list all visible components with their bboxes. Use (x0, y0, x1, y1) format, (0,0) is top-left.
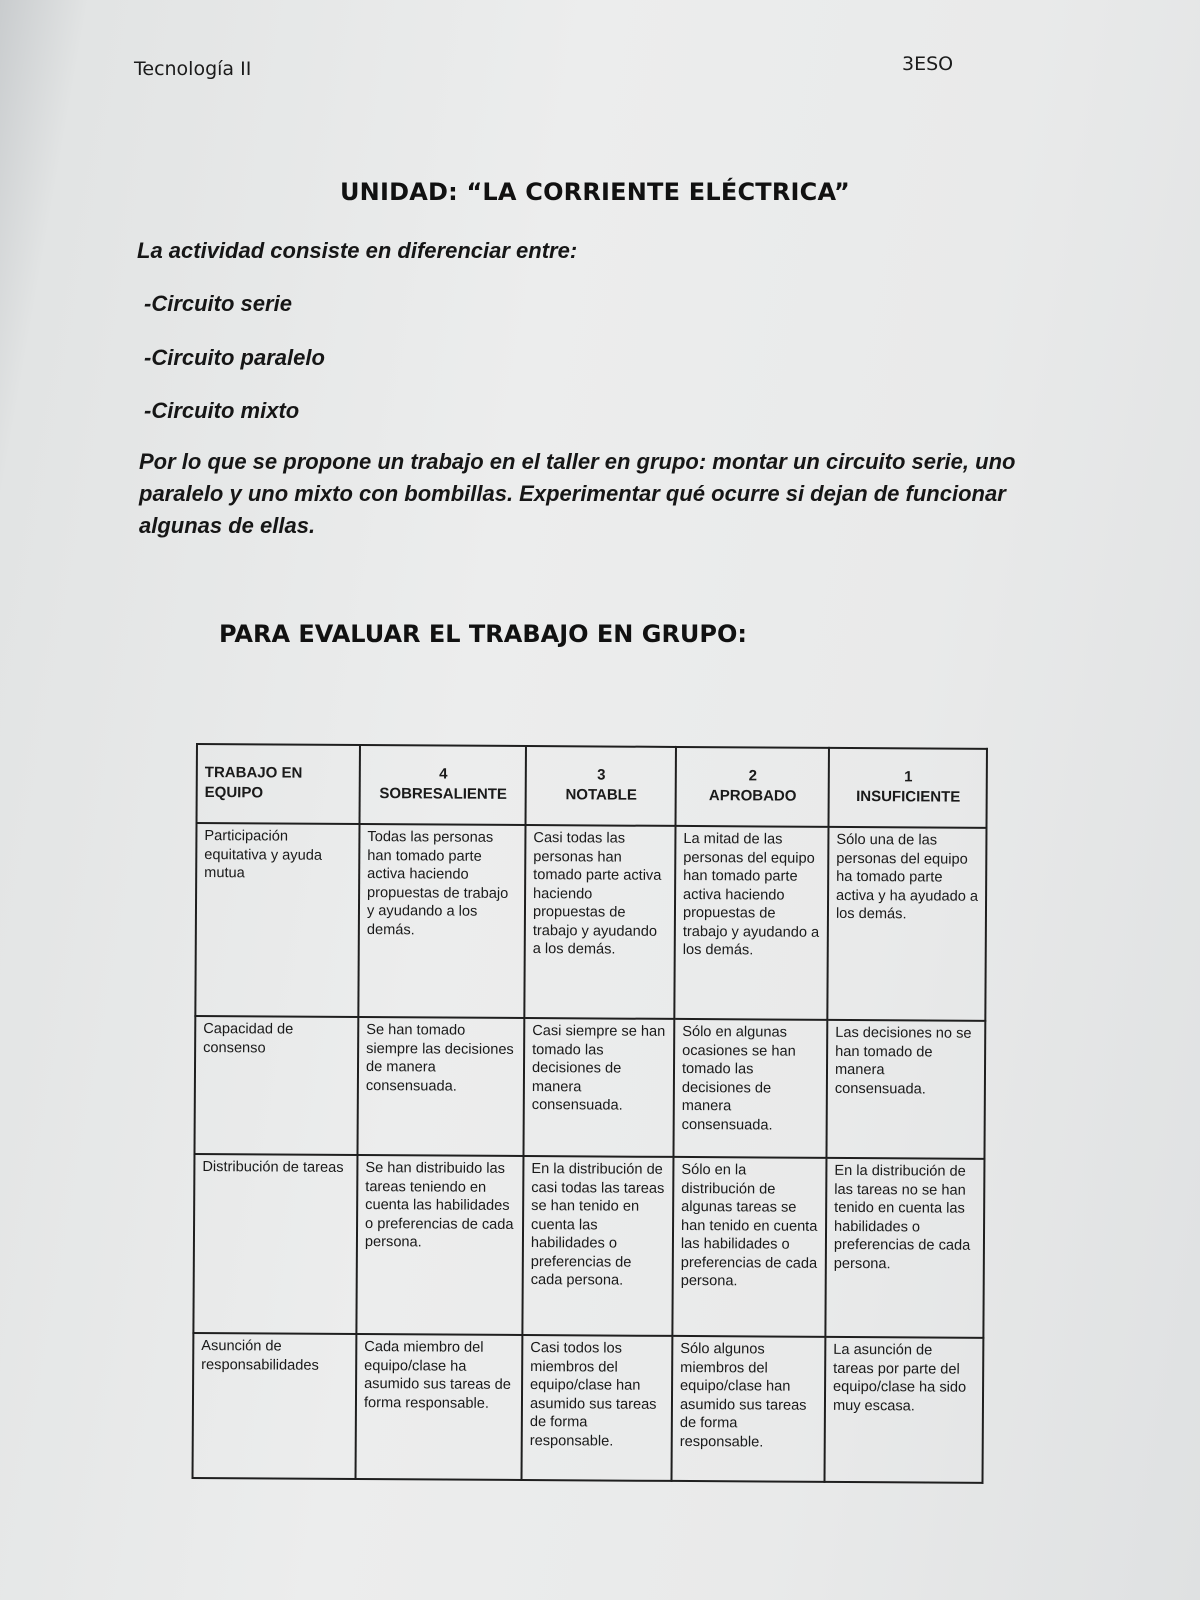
circuit-item-paralelo: -Circuito paralelo (144, 345, 325, 370)
rubric-cell: Sólo en algunas ocasiones se han tomado las decisiones de manera consensuada. (673, 1019, 827, 1158)
level-4-label: SOBRESALIENTE (379, 785, 507, 803)
header-level-4 (360, 745, 526, 825)
rubric-cell: Casi todas las personas han tomado parte activa haciendo propuestas de trabajo y ayudando a los demás. (524, 825, 675, 1019)
rubric-cell: En la distribución de casi todas las tareas se han tenido en cuenta las habilidades o preferencias de cada persona. (522, 1156, 673, 1336)
criterion-cell: Participación equitativa y ayuda mutua (195, 823, 359, 1017)
criterion-cell: Distribución de tareas (193, 1154, 357, 1334)
unit-title: UNIDAD: “LA CORRIENTE ELÉCTRICA” (339, 178, 850, 206)
rubric-table (192, 743, 988, 1484)
circuit-item-mixto: -Circuito mixto (144, 398, 300, 423)
level-1-number: 1 (904, 768, 913, 786)
header-level-1 (828, 748, 986, 828)
rubric-cell: Sólo una de las personas del equipo ha tomado parte activa y ha ayudado a los demás. (827, 827, 986, 1021)
header-level-2 (676, 747, 829, 827)
level-2-label: APROBADO (708, 787, 797, 805)
rubric-cell: La asunción de tareas por parte del equipo/clase ha sido muy escasa. (824, 1337, 983, 1483)
level-4-number: 4 (439, 765, 448, 783)
rubric-cell: En la distribución de las tareas no se han tenido en cuenta las habilidades o preferencias de cada persona. (825, 1158, 984, 1338)
evaluation-title: PARA EVALUAR EL TRABAJO EN GRUPO: (219, 620, 747, 648)
rubric-cell: Sólo algunos miembros del equipo/clase han asumido sus tareas de forma responsable. (672, 1336, 826, 1482)
level-1-label: INSUFICIENTE (856, 788, 961, 806)
criterion-cell: Capacidad de consenso (194, 1016, 358, 1155)
rubric-cell: Sólo en la distribución de algunas tareas se han tenido en cuenta las habilidades o preferencias de cada persona. (672, 1157, 826, 1337)
rubric-header-row (197, 744, 987, 828)
table-row (195, 823, 986, 1021)
header-level-3 (526, 746, 676, 826)
subject-header: Tecnología II (134, 58, 252, 80)
header-criterion (197, 744, 360, 824)
header-criterion-label: TRABAJO EN EQUIPO (204, 764, 303, 802)
course-header: 3ESO (902, 53, 954, 75)
rubric-cell: Las decisiones no se han tomado de manera consensuada. (826, 1020, 985, 1159)
rubric-cell: Se han distribuido las tareas teniendo en cuenta las habilidades o preferencias de cada persona. (356, 1155, 523, 1335)
intro-text: La actividad consiste en diferenciar entre: (137, 238, 578, 263)
criterion-cell: Asunción de responsabilidades (193, 1333, 357, 1479)
rubric-cell: Se han tomado siempre las decisiones de manera consensuada. (357, 1017, 524, 1156)
table-row (193, 1154, 984, 1338)
level-2-number: 2 (748, 767, 758, 785)
circuit-item-serie: -Circuito serie (144, 291, 292, 316)
rubric-cell: Cada miembro del equipo/clase ha asumido sus tareas de forma responsable. (356, 1334, 523, 1480)
rubric-cell: Todas las personas han tomado parte activa haciendo propuestas de trabajo y ayudando a los demás. (358, 824, 525, 1018)
rubric-cell: La mitad de las personas del equipo han tomado parte activa haciendo propuestas de trabajo y ayudando a los demás. (674, 826, 828, 1020)
rubric-cell: Casi siempre se han tomado las decisiones de manera consensuada. (523, 1018, 674, 1157)
rubric-cell: Casi todos los miembros del equipo/clase han asumido sus tareas de forma responsable. (522, 1335, 673, 1481)
table-row (194, 1016, 985, 1159)
level-3-number: 3 (597, 766, 606, 784)
level-3-label: NOTABLE (565, 786, 637, 804)
proposal-text: Por lo que se propone un trabajo en el taller en grupo: montar un circuito serie, uno paralelo y uno mixto con bombillas. Experimentar qué ocurre si dejan de funcionar algunas de ellas. (139, 449, 1016, 538)
table-row (193, 1333, 984, 1483)
